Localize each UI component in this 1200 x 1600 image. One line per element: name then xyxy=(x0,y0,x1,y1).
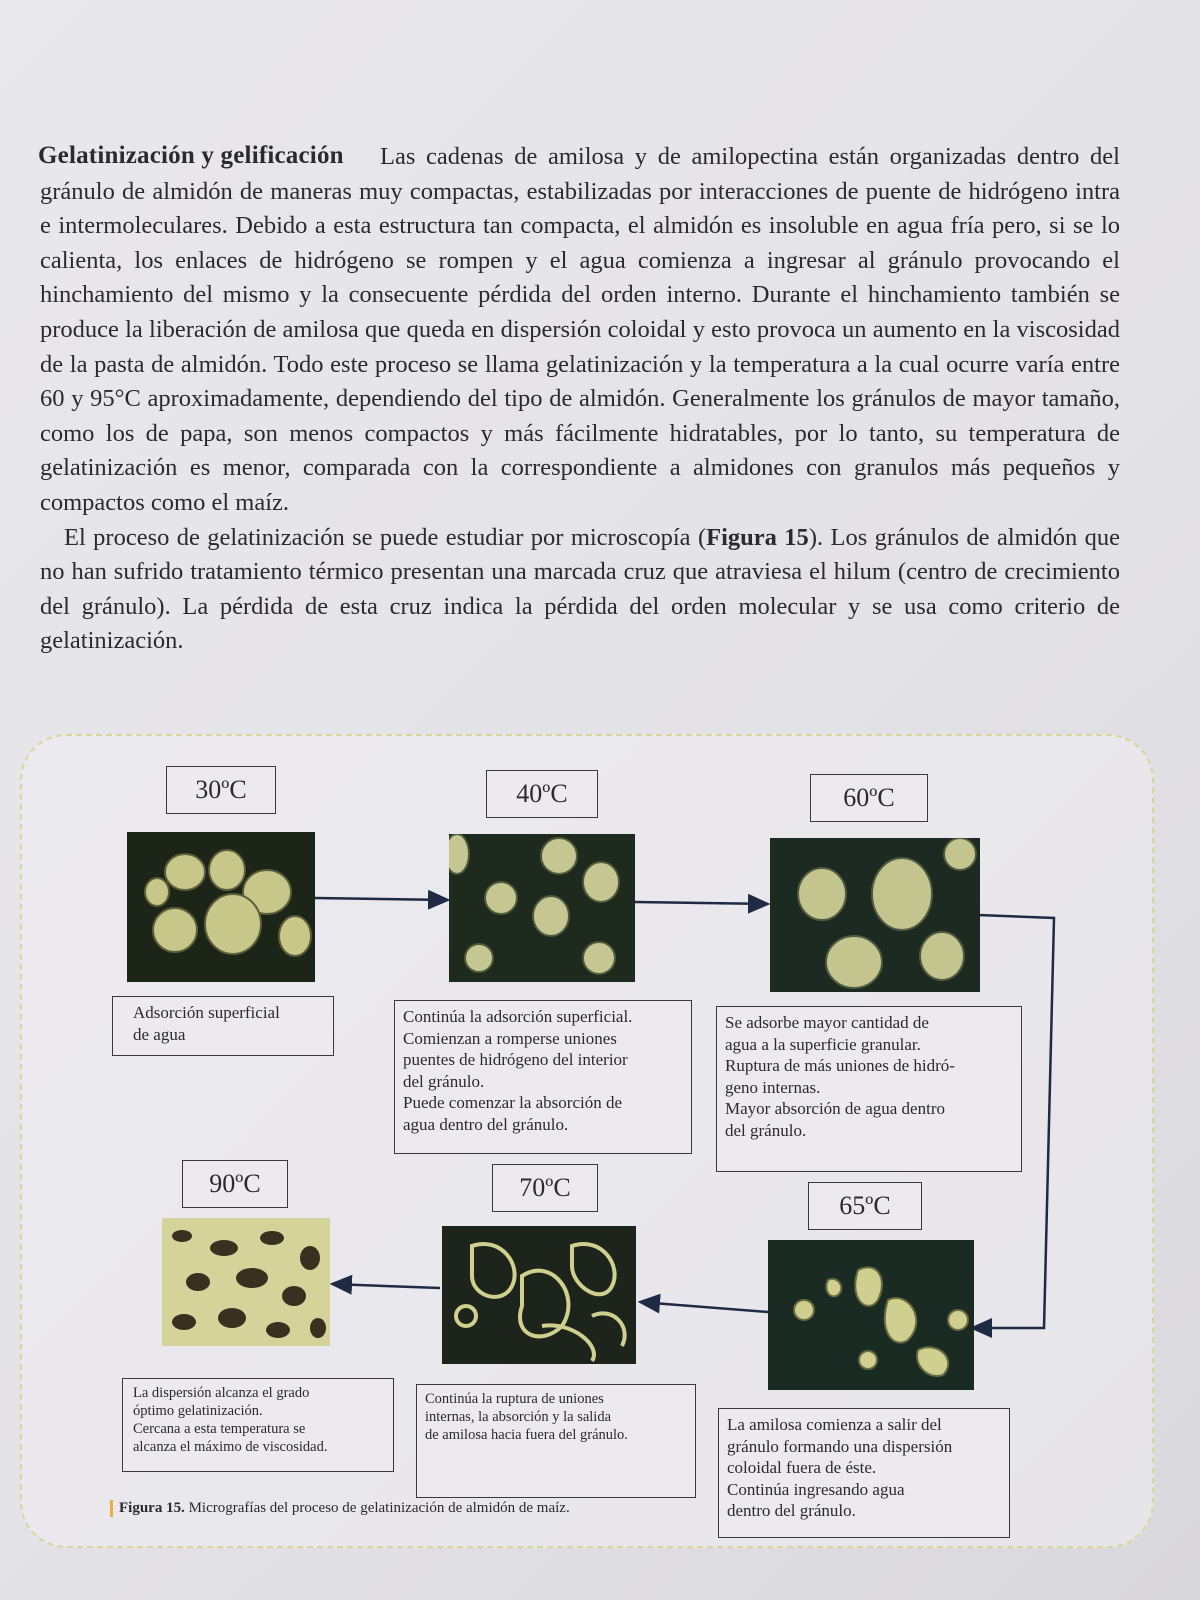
paragraph-1: Las cadenas de amilosa y de amilopectina están organizadas dentro del gránulo de almidón de maneras muy compactas, estabilizadas por interacciones de puente de hidrógeno intra e intermoleculares. Debido a esta estructura tan compacta, el almidón es insoluble en agua fría pero, si se lo calienta, los enlaces de hidrógeno se rompen y el agua comienza a ingresar al gránulo provocando el hinchamiento del mismo y la consecuente pérdida del orden interno. Durante el hinchamiento también se produce la liberación de amilosa que queda en dispersión coloidal y esto provoca un aumento en la viscosidad de la pasta de almidón. Todo este proceso se llama gelatinización y la temperatura a la cual ocurre varía entre 60 y 95°C aproximadamente, dependiendo del tipo de almidón. Generalmente los gránulos de mayor tamaño, como los de papa, son menos compactos y más fácilmente hidratables, por lo tanto, su temperatura de gelatinización es menor, comparada con la correspondiente a almidones con granulos más pequeños y compactos como el maíz. xyxy=(40,143,1120,516)
description-60: Se adsorbe mayor cantidad de agua a la superficie granular. Ruptura de más uniones de hidró- geno internas. Mayor absorción de agua dentro del gránulo. xyxy=(716,1006,1022,1172)
description-70: Continúa la ruptura de uniones internas, la absorción y la salida de amilosa hacia fuera del gránulo. xyxy=(416,1384,696,1498)
figure-reference: Figura 15 xyxy=(706,523,809,551)
micrograph-40 xyxy=(449,834,635,982)
temp-label-70: 70ºC xyxy=(492,1164,598,1212)
figure-caption xyxy=(110,1500,570,1517)
body-text xyxy=(40,140,1120,659)
description-40: Continúa la adsorción superficial. Comienzan a romperse uniones puentes de hidrógeno del interior del gránulo. Puede comenzar la absorción de agua dentro del gránulo. xyxy=(394,1000,692,1154)
micrograph-70 xyxy=(442,1226,636,1364)
temp-label-65: 65ºC xyxy=(808,1182,922,1230)
description-30: Adsorción superficial de agua xyxy=(112,996,334,1056)
description-65: La amilosa comienza a salir del gránulo formando una dispersión coloidal fuera de éste. Continúa ingresando agua dentro del gránulo. xyxy=(718,1408,1010,1538)
temp-label-90: 90ºC xyxy=(182,1160,288,1208)
temp-label-40: 40ºC xyxy=(486,770,598,818)
temp-label-30: 30ºC xyxy=(166,766,276,814)
section-heading: Gelatinización y gelificación xyxy=(38,142,344,169)
micrograph-60 xyxy=(770,838,980,992)
caption-text: Micrografías del proceso de gelatinización de almidón de maíz. xyxy=(184,1500,570,1516)
paragraph-2: El proceso de gelatinización se puede estudiar por microscopía (Figura 15). Los gránulos de almidón que no han sufrido tratamiento térmico presentan una marcada cruz que atraviesa el hilum (centro de crecimiento del gránulo). La pérdida de esta cruz indica la pérdida del orden molecular y se usa como criterio de gelatinización. xyxy=(40,523,1121,655)
description-90: La dispersión alcanza el grado óptimo gelatinización. Cercana a esta temperatura se alcanza el máximo de viscosidad. xyxy=(122,1378,394,1472)
micrograph-30 xyxy=(127,832,315,982)
temp-label-60: 60ºC xyxy=(810,774,928,822)
micrograph-65 xyxy=(768,1240,974,1390)
caption-label: Figura 15. xyxy=(119,1500,185,1516)
micrograph-90 xyxy=(162,1218,330,1346)
